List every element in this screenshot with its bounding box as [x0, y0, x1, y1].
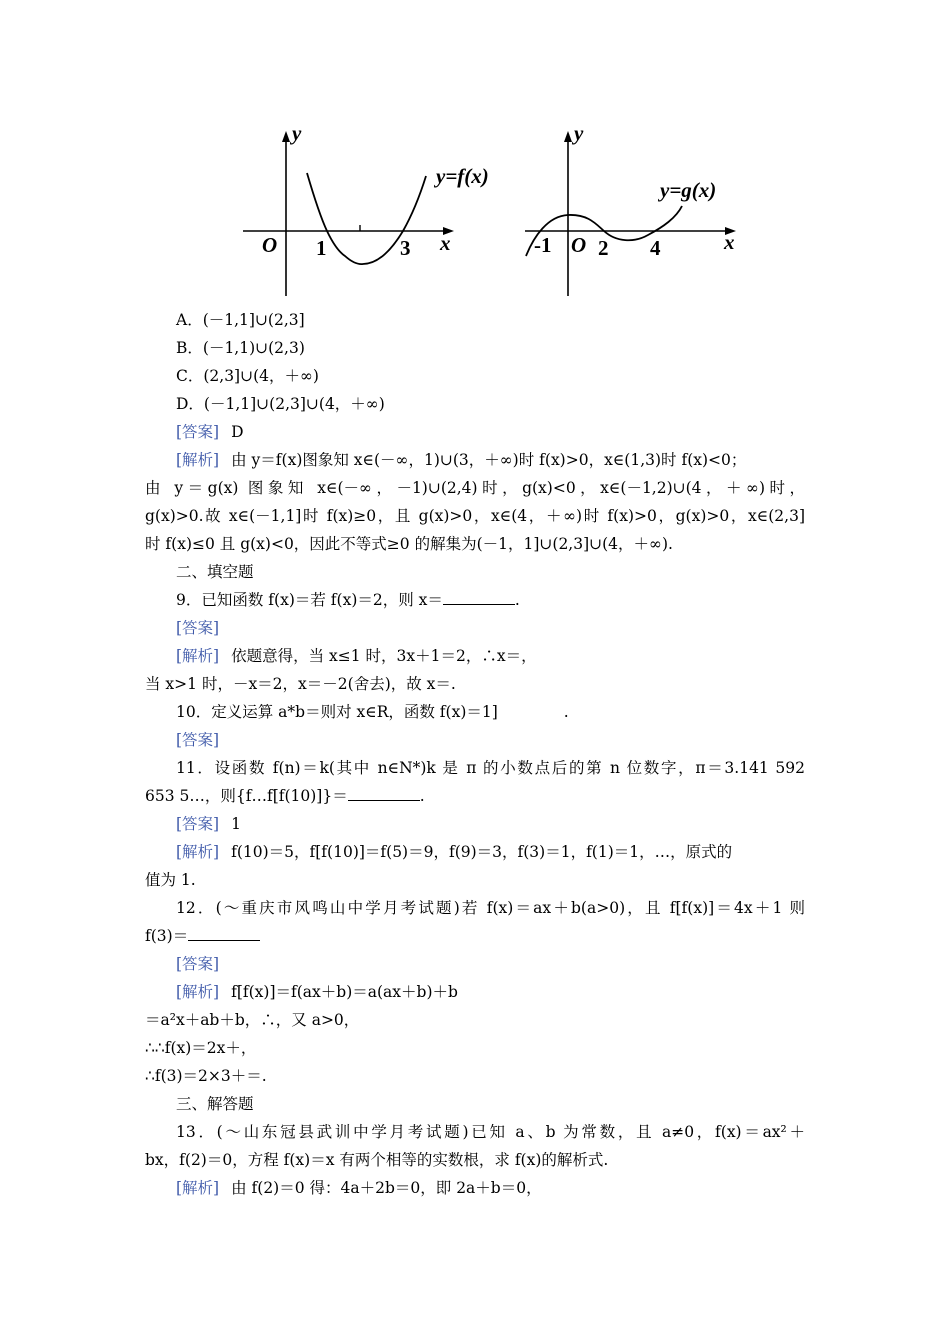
answer-value: D: [231, 423, 244, 441]
q8-analysis-line-4: 时 f(x)≤0 且 g(x)<0，因此不等式≥0 的解集为(－1，1]∪(2,3]∪(4，＋∞).: [145, 535, 673, 553]
q11-stem-end: .: [419, 787, 425, 805]
q8-analysis-line-3: [145, 505, 805, 527]
analysis-text: 由 f(2)＝0 得：4a＋2b＝0，即 2a＋b＝0，: [231, 1179, 542, 1197]
analysis-text: 由 y＝f(x)图象知 x∈(－∞，1)∪(3，＋∞)时 f(x)>0，x∈(1,3)时 f(x)<0；: [231, 451, 747, 469]
q13-analysis-line-1: [176, 1177, 542, 1199]
q10-stem: [176, 701, 569, 723]
x-label: x: [440, 231, 451, 255]
analysis-text: 由 y＝g(x) 图象知 x∈(－∞，－1)∪(2,4)时，g(x)<0，x∈(－1,2)∪(4，＋∞)时，: [145, 479, 805, 497]
q8-analysis-line-1: [176, 449, 746, 471]
x-label: x: [724, 230, 735, 254]
analysis-text: f(10)＝5，f[f(10)]＝f(5)＝9，f(9)＝3，f(3)＝1，f(1)＝1，…，原式的: [231, 843, 733, 861]
q8-answer: [176, 421, 244, 443]
tick-label-1: 1: [316, 236, 327, 260]
q8-analysis-line-2: [145, 477, 805, 499]
answer-tag: [答案]: [176, 815, 220, 833]
answer-tag: [答案]: [176, 423, 220, 441]
option-a: A．(－1,1]∪(2,3]: [176, 311, 305, 329]
q11-stem-line-1: [176, 757, 805, 779]
q10-stem-end: .: [563, 703, 569, 721]
analysis-text: 依题意得，当 x≤1 时，3x＋1＝2，∴x＝，: [231, 647, 537, 665]
q10-stem-text: 10．定义运算 a*b＝则对 x∈R，函数 f(x)＝1]: [176, 703, 498, 721]
tick-label-4: 4: [650, 236, 661, 260]
analysis-text: g(x)>0.故 x∈(－1,1]时 f(x)≥0，且 g(x)>0，x∈(4，＋∞)时 f(x)>0，g(x)>0，x∈(2,3]: [145, 507, 805, 525]
q12-answer: [176, 953, 219, 975]
q13-stem-text: 13．(～山东冠县武训中学月考试题)已知 a、b 为常数，且 a≠0，f(x)＝ax²＋: [176, 1123, 805, 1141]
q12-stem-line-2: [145, 925, 260, 947]
answer-blank: [188, 926, 260, 941]
q9-analysis-line-1: [176, 645, 537, 667]
answer-value: 1: [231, 815, 241, 833]
graphs-figure: [230, 118, 770, 303]
q9-analysis-line-2: 当 x>1 时，－x＝2，x＝－2(舍去)，故 x＝.: [145, 675, 456, 693]
option-c: C．(2,3]∪(4，＋∞): [176, 367, 319, 385]
q11-answer: [176, 813, 241, 835]
q12-analysis-line-3: ∴∴f(x)＝2x＋，: [145, 1039, 257, 1057]
q12-stem-text-2: f(3)＝: [145, 927, 189, 945]
analysis-tag: [解析]: [176, 451, 220, 469]
q9-stem-text: 9．已知函数 f(x)＝若 f(x)＝2，则 x＝: [176, 591, 443, 609]
tick-label-neg1: -1: [534, 233, 552, 257]
y-label: y: [292, 121, 302, 145]
q12-analysis-line-2: ＝a²x＋ab＋b，∴，又 a>0，: [145, 1011, 360, 1029]
q11-analysis-line-1: [176, 841, 732, 863]
tick-label-2: 2: [598, 236, 609, 260]
answer-tag: [答案]: [176, 619, 220, 637]
answer-blank: [348, 786, 420, 801]
analysis-tag: [解析]: [176, 983, 220, 1001]
q12-analysis-line-1: [176, 981, 458, 1003]
origin-label: O: [262, 233, 278, 257]
option-b: B．(－1,1)∪(2,3): [176, 339, 305, 357]
option-d: D．(－1,1]∪(2,3]∪(4，＋∞): [176, 395, 385, 413]
graph-g: [520, 118, 770, 303]
q13-stem-line-1: [176, 1121, 805, 1143]
curve-label-g: y=g(x): [660, 178, 717, 202]
q11-stem-line-2: [145, 785, 425, 807]
origin-label: O: [571, 233, 587, 257]
q12-analysis-line-4: ∴f(3)＝2×3＋＝.: [145, 1067, 267, 1085]
tick-label-3: 3: [400, 236, 411, 260]
q12-stem-line-1: [176, 897, 805, 919]
graph-f-svg: [230, 118, 500, 303]
section-heading-fill-in: 二、填空题: [176, 563, 254, 581]
graph-f: [230, 118, 500, 303]
analysis-tag: [解析]: [176, 843, 220, 861]
q10-answer: [176, 729, 219, 751]
q13-stem-line-2: bx，f(2)＝0，方程 f(x)＝x 有两个相等的实数根，求 f(x)的解析式.: [145, 1151, 609, 1169]
y-axis-arrow: [282, 131, 290, 142]
analysis-text: f[f(x)]＝f(ax＋b)＝a(ax＋b)＋b: [231, 983, 458, 1001]
curve-label-f: y=f(x): [436, 164, 489, 188]
graph-g-svg: [520, 118, 770, 303]
q11-stem-text-2: 653 5…，则{f…f[f(10)]}＝: [145, 787, 348, 805]
section-heading-solve: 三、解答题: [176, 1095, 254, 1113]
q11-analysis-line-2: 值为 1.: [145, 871, 196, 889]
answer-blank: [443, 590, 515, 605]
q12-stem-text: 12．(～重庆市风鸣山中学月考试题)若 f(x)＝ax＋b(a>0)，且 f[f(x)]＝4x＋1 则: [176, 899, 805, 917]
q9-stem: [176, 589, 520, 611]
q11-stem-text: 11．设函数 f(n)＝k(其中 n∈N*)k 是 π 的小数点后的第 n 位数字，π＝3.141 592: [176, 759, 805, 777]
answer-tag: [答案]: [176, 731, 220, 749]
y-label: y: [574, 121, 584, 145]
q9-answer: [176, 617, 219, 639]
q9-stem-end: .: [514, 591, 520, 609]
analysis-tag: [解析]: [176, 647, 220, 665]
y-axis-arrow: [564, 131, 572, 142]
answer-tag: [答案]: [176, 955, 220, 973]
analysis-tag: [解析]: [176, 1179, 220, 1197]
